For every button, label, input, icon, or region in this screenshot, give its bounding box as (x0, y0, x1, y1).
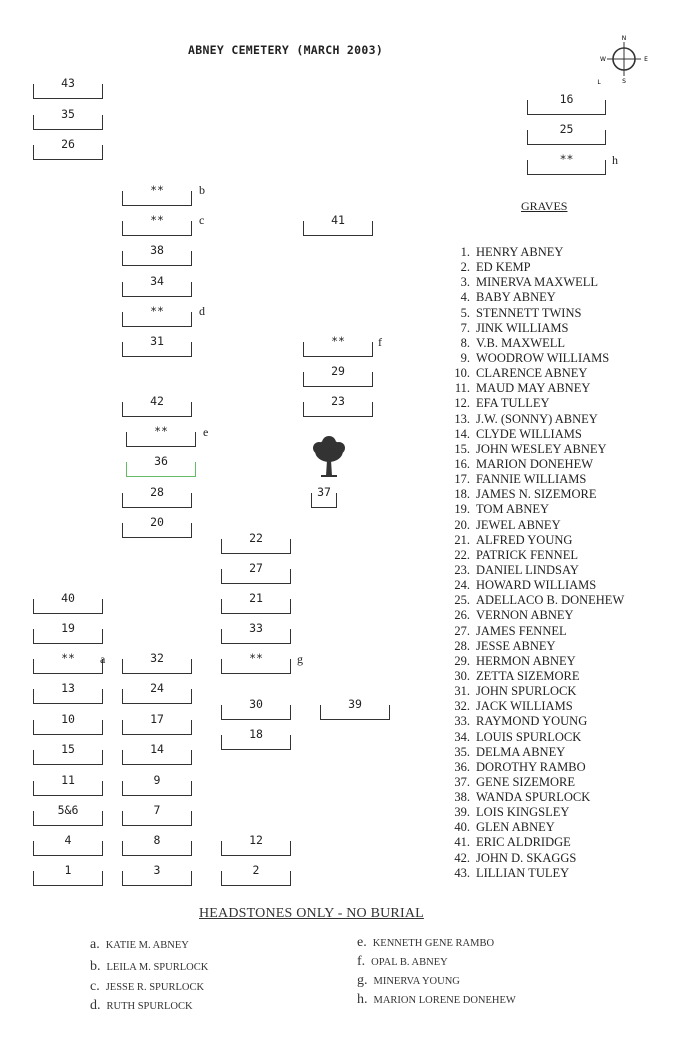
grave-list-item (438, 714, 624, 729)
grave-number: 20. (454, 517, 470, 532)
grave-plot: 23 (303, 402, 373, 417)
grave-name: JEWEL ABNEY (476, 517, 561, 532)
grave-name: EFA TULLEY (476, 396, 550, 411)
grave-list-item (438, 457, 624, 472)
headstone-item (90, 979, 204, 995)
grave-list-item (438, 866, 624, 881)
grave-name: MINERVA MAXWELL (476, 275, 599, 290)
grave-number: 17. (454, 472, 470, 487)
headstone-item (90, 998, 193, 1014)
grave-number: 32. (454, 699, 470, 714)
grave-list-item (438, 563, 624, 578)
grave-plot: 9 (122, 781, 192, 796)
grave-list-item (438, 790, 624, 805)
grave-list-item (438, 775, 624, 790)
grave-plot: 21 (221, 599, 291, 614)
grave-number: 22. (454, 547, 470, 562)
grave-plot: 15 (33, 750, 103, 765)
grave-list-item (438, 851, 624, 866)
headstone-item (90, 937, 189, 953)
grave-plot: 13 (33, 689, 103, 704)
headstone-item (357, 992, 516, 1008)
grave-plot: 34 (122, 282, 192, 297)
grave-plot: 11 (33, 781, 103, 796)
plot-letter-b: b (199, 183, 205, 197)
grave-number: 31. (454, 684, 470, 699)
headstone-letter: g. (357, 973, 368, 988)
headstone-plot-f: ** (303, 342, 373, 357)
grave-name: ZETTA SIZEMORE (476, 668, 580, 683)
grave-number: 34. (454, 729, 470, 744)
grave-name: PATRICK FENNEL (476, 547, 578, 562)
grave-number: 8. (460, 335, 470, 350)
grave-list-item (438, 290, 624, 305)
grave-number: 30. (454, 668, 470, 683)
headstone-plot-a: ** (33, 659, 103, 674)
grave-number: 37. (454, 774, 470, 789)
grave-list-item (438, 275, 624, 290)
grave-number: 11. (454, 381, 470, 396)
grave-plot: 26 (33, 145, 103, 160)
grave-name: MARION DONEHEW (476, 456, 593, 471)
grave-plot: 12 (221, 841, 291, 856)
headstone-letter: b. (90, 959, 101, 974)
grave-plot: 39 (320, 705, 390, 720)
grave-number: 14. (454, 426, 470, 441)
grave-plot: 31 (122, 342, 192, 357)
grave-name: WOODROW WILLIAMS (476, 350, 610, 365)
grave-name: LOUIS SPURLOCK (476, 729, 582, 744)
grave-plot: 25 (527, 130, 606, 145)
grave-name: HENRY ABNEY (476, 245, 564, 259)
svg-text:L: L (597, 79, 601, 86)
grave-plot: 38 (122, 251, 192, 266)
grave-list-item (438, 654, 624, 669)
grave-number: 18. (454, 487, 470, 502)
headstone-letter: d. (90, 998, 101, 1013)
grave-number: 38. (454, 790, 470, 805)
grave-list-item (438, 396, 624, 411)
grave-name: JAMES FENNEL (476, 623, 567, 638)
grave-name: JAMES N. SIZEMORE (476, 487, 597, 502)
grave-name: V.B. MAXWELL (476, 335, 566, 350)
grave-list-item (438, 336, 624, 351)
plot-letter-e: e (203, 425, 209, 439)
grave-name: DANIEL LINDSAY (476, 562, 579, 577)
grave-list-item (438, 578, 624, 593)
grave-list-item (438, 608, 624, 623)
headstone-plot-b: ** (122, 191, 192, 206)
svg-text:E: E (644, 56, 648, 63)
grave-name: WANDA SPURLOCK (476, 790, 591, 805)
grave-name: JINK WILLIAMS (476, 320, 569, 335)
grave-name: JESSE ABNEY (476, 638, 556, 653)
grave-list-item (438, 306, 624, 321)
grave-number: 16. (454, 456, 470, 471)
grave-number: 13. (454, 411, 470, 426)
grave-plot: 5&6 (33, 811, 103, 826)
grave-number: 33. (454, 714, 470, 729)
grave-list-item (438, 487, 624, 502)
grave-number: 21. (454, 532, 470, 547)
headstone-item (357, 954, 448, 970)
grave-name: CLARENCE ABNEY (476, 366, 588, 381)
grave-list-item (438, 639, 624, 654)
grave-plot: 17 (122, 720, 192, 735)
headstone-item (357, 935, 494, 951)
grave-plot: 36 (126, 462, 196, 477)
grave-name: ALFRED YOUNG (476, 532, 573, 547)
headstone-name: KATIE M. ABNEY (105, 940, 189, 951)
grave-list-item (438, 669, 624, 684)
grave-name: JOHN SPURLOCK (476, 684, 577, 699)
grave-list-item (438, 366, 624, 381)
headstone-letter: f. (357, 954, 366, 969)
grave-name: DELMA ABNEY (476, 744, 566, 759)
grave-name: FANNIE WILLIAMS (476, 472, 587, 487)
headstone-name: JESSE R. SPURLOCK (105, 982, 205, 993)
grave-name: RAYMOND YOUNG (476, 714, 588, 729)
grave-number: 10. (454, 366, 470, 381)
headstone-item (357, 973, 460, 989)
map-title: ABNEY CEMETERY (MARCH 2003) (188, 43, 384, 57)
headstone-letter: a. (90, 937, 100, 952)
grave-name: J.W. (SONNY) ABNEY (476, 411, 598, 426)
grave-number: 29. (454, 653, 470, 668)
grave-list-item (438, 730, 624, 745)
grave-number: 24. (454, 578, 470, 593)
grave-number: 23. (454, 562, 470, 577)
grave-plot: 16 (527, 100, 606, 115)
grave-number: 5. (460, 305, 470, 320)
grave-list-item (438, 699, 624, 714)
grave-name: MAUD MAY ABNEY (476, 381, 591, 396)
plot-letter-a: a (100, 652, 106, 666)
grave-plot: 18 (221, 735, 291, 750)
grave-number: 26. (454, 608, 470, 623)
headstone-letter: e. (357, 935, 367, 950)
grave-name: HERMON ABNEY (476, 653, 576, 668)
grave-number: 4. (460, 290, 470, 305)
grave-list-item (438, 548, 624, 563)
grave-list-item (438, 624, 624, 639)
grave-number: 35. (454, 744, 470, 759)
grave-number: 27. (454, 623, 470, 638)
grave-plot: 8 (122, 841, 192, 856)
grave-plot: 41 (303, 221, 373, 236)
headstone-plot-h: ** (527, 160, 606, 175)
grave-list-item (438, 472, 624, 487)
plot-letter-d: d (199, 304, 205, 318)
headstone-plot-c: ** (122, 221, 192, 236)
grave-number: 36. (454, 759, 470, 774)
grave-list-item (438, 805, 624, 820)
grave-plot: 2 (221, 871, 291, 886)
grave-plot: 27 (221, 569, 291, 584)
grave-name: HOWARD WILLIAMS (476, 578, 597, 593)
grave-name: BABY ABNEY (476, 290, 556, 305)
grave-plot: 24 (122, 689, 192, 704)
grave-plot: 42 (122, 402, 192, 417)
grave-name: JACK WILLIAMS (476, 699, 573, 714)
headstone-plot-e: ** (126, 432, 196, 447)
grave-plot: 33 (221, 629, 291, 644)
grave-plot: 4 (33, 841, 103, 856)
grave-list-item (438, 245, 624, 260)
grave-number: 1. (460, 245, 470, 259)
grave-number: 28. (454, 638, 470, 653)
grave-name: JOHN WESLEY ABNEY (476, 441, 607, 456)
headstones-heading: HEADSTONES ONLY - NO BURIAL (199, 906, 424, 921)
grave-name: DOROTHY RAMBO (476, 759, 586, 774)
grave-number: 15. (454, 441, 470, 456)
grave-name: GENE SIZEMORE (476, 774, 575, 789)
grave-number: 9. (460, 350, 470, 365)
grave-list-item (438, 593, 624, 608)
grave-list-item (438, 427, 624, 442)
grave-number: 2. (460, 260, 470, 275)
grave-list-item (438, 412, 624, 427)
grave-plot: 20 (122, 523, 192, 538)
grave-name: TOM ABNEY (476, 502, 550, 517)
grave-number: 19. (454, 502, 470, 517)
grave-plot: 22 (221, 539, 291, 554)
graves-heading: GRAVES (521, 199, 568, 213)
grave-number: 25. (454, 593, 470, 608)
grave-list-item (438, 321, 624, 336)
headstone-name: RUTH SPURLOCK (106, 1001, 193, 1012)
plot-letter-h: h (612, 153, 618, 167)
grave-plot: 1 (33, 871, 103, 886)
grave-list-item (438, 820, 624, 835)
grave-number: 42. (454, 850, 470, 865)
grave-name: CLYDE WILLIAMS (476, 426, 582, 441)
grave-list-item (438, 351, 624, 366)
grave-number: 3. (460, 275, 470, 290)
grave-plot: 40 (33, 599, 103, 614)
grave-number: 12. (454, 396, 470, 411)
grave-list-item (438, 260, 624, 275)
svg-text:N: N (621, 35, 627, 42)
grave-list-item (438, 835, 624, 850)
grave-list-item (438, 533, 624, 548)
grave-number: 7. (460, 320, 470, 335)
grave-list-item (438, 760, 624, 775)
headstone-name: KENNETH GENE RAMBO (372, 938, 495, 949)
headstone-item (90, 959, 208, 975)
grave-name: ADELLACO B. DONEHEW (476, 593, 625, 608)
grave-number: 43. (454, 865, 470, 880)
grave-plot: 43 (33, 84, 103, 99)
headstone-letter: c. (90, 979, 100, 994)
compass-rose-icon (595, 32, 653, 90)
grave-plot: 32 (122, 659, 192, 674)
headstone-name: LEILA M. SPURLOCK (106, 962, 209, 973)
grave-plot: 30 (221, 705, 291, 720)
svg-text:W: W (600, 56, 606, 63)
svg-text:S: S (622, 78, 626, 85)
tree-icon (311, 436, 347, 480)
grave-plot: 14 (122, 750, 192, 765)
grave-list-item (438, 381, 624, 396)
grave-number: 40. (454, 820, 470, 835)
grave-list-item (438, 745, 624, 760)
headstone-letter: h. (357, 992, 368, 1007)
plot-letter-c: c (199, 213, 205, 227)
grave-name: LOIS KINGSLEY (476, 805, 570, 820)
grave-plot: 29 (303, 372, 373, 387)
grave-plot: 28 (122, 493, 192, 508)
headstone-name: MINERVA YOUNG (373, 976, 460, 987)
grave-plot: 19 (33, 629, 103, 644)
graves-list (438, 245, 624, 881)
grave-name: ED KEMP (476, 260, 531, 275)
grave-name: VERNON ABNEY (476, 608, 574, 623)
grave-name: JOHN D. SKAGGS (476, 850, 577, 865)
grave-plot: 3 (122, 871, 192, 886)
plot-letter-f: f (378, 335, 382, 349)
grave-name: STENNETT TWINS (476, 305, 582, 320)
grave-name: ERIC ALDRIDGE (476, 835, 571, 850)
grave-plot: 10 (33, 720, 103, 735)
grave-name: LILLIAN TULEY (476, 865, 570, 880)
grave-plot: 35 (33, 115, 103, 130)
plot-letter-g: g (297, 652, 303, 666)
headstone-plot-d: ** (122, 312, 192, 327)
grave-plot: 7 (122, 811, 192, 826)
grave-plot: 37 (311, 493, 337, 508)
headstone-name: OPAL B. ABNEY (371, 957, 448, 968)
grave-list-item (438, 518, 624, 533)
grave-list-item (438, 502, 624, 517)
grave-list-item (438, 442, 624, 457)
grave-number: 41. (454, 835, 470, 850)
grave-name: GLEN ABNEY (476, 820, 555, 835)
grave-number: 39. (454, 805, 470, 820)
headstone-name: MARION LORENE DONEHEW (373, 995, 516, 1006)
headstone-plot-g: ** (221, 659, 291, 674)
grave-list-item (438, 684, 624, 699)
